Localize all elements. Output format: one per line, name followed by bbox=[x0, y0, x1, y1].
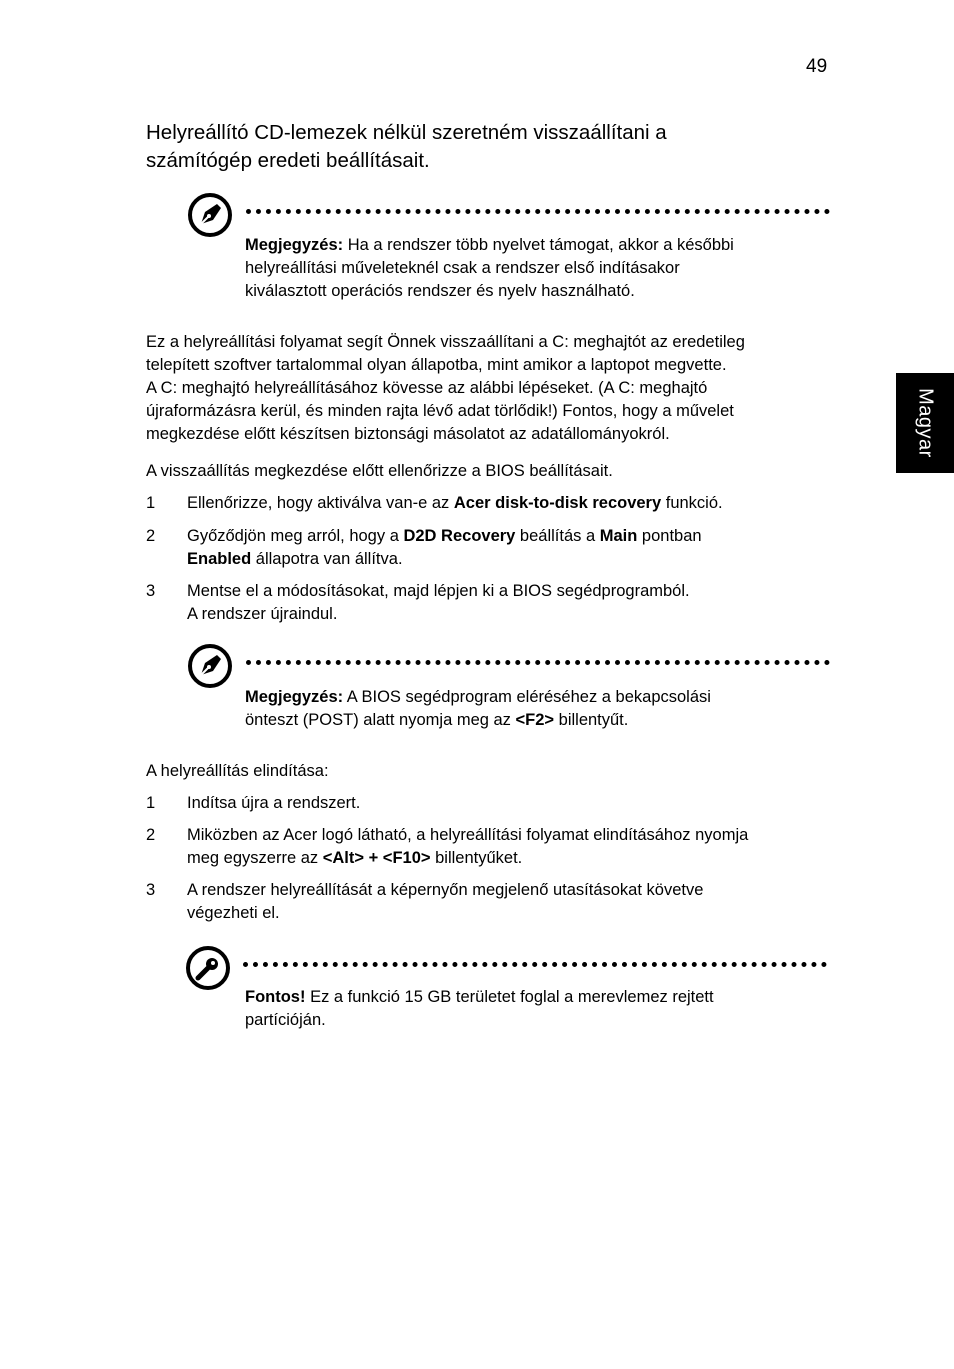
note-1: Megjegyzés: Ha a rendszer több nyelvet támogat, akkor a későbbi helyreállítási műveleteknél csak a rendszer első indításakor kiválasztott operációs rendszer és nyelv használható. bbox=[245, 236, 734, 300]
important-note: Fontos! Ez a funkció 15 GB területet foglal a merevlemez rejtett partícióján. bbox=[245, 988, 714, 1029]
recovery-intro: A helyreállítás elindítása: bbox=[146, 762, 329, 780]
list-item: Miközben az Acer logó látható, a helyreállítási folyamat elindításához nyomja meg egyszerre az <Alt> + <F10> billentyűket. bbox=[187, 826, 749, 867]
list-item: Ellenőrizze, hogy aktiválva van-e az Acer disk-to-disk recovery funkció. bbox=[187, 494, 723, 512]
list-item: Indítsa újra a rendszert. bbox=[187, 794, 361, 812]
note-label: Megjegyzés: bbox=[245, 236, 344, 254]
note-label: Megjegyzés: bbox=[245, 688, 344, 706]
list-item: A rendszer helyreállítását a képernyőn megjelenő utasításokat követve végezheti el. bbox=[187, 881, 704, 922]
important-divider bbox=[243, 962, 827, 967]
list-number: 3 bbox=[146, 881, 156, 899]
section-heading bbox=[146, 119, 786, 175]
important-label: Fontos! bbox=[245, 988, 306, 1006]
language-side-tab bbox=[896, 373, 954, 473]
page-number: 49 bbox=[806, 56, 828, 77]
list-number: 2 bbox=[146, 527, 156, 545]
note-pen-icon bbox=[187, 192, 233, 238]
list-number: 1 bbox=[146, 794, 156, 812]
list-number: 2 bbox=[146, 826, 156, 844]
note-divider bbox=[246, 209, 830, 214]
list-number: 3 bbox=[146, 582, 156, 600]
heading-line-2: számítógép eredeti beállításait. bbox=[146, 149, 430, 172]
note-divider bbox=[246, 660, 830, 665]
intro-paragraph: Ez a helyreállítási folyamat segít Önnek visszaállítani a C: meghajtót az eredetileg telepített szoftver tartalommal olyan állapotba, mint amikor a laptopot megvette. A C: meghajtó helyreállításához kövesse az alábbi lépéseket. (A C: meghajtó újraformázásra kerül, és minden rajta lévő adat törlődik!) Fontos, hogy a művelet megkezdése előtt készítsen biztonsági másolatot az adatállományokról. bbox=[146, 333, 745, 443]
language-tab-label: Magyar bbox=[914, 388, 937, 458]
heading-line-1: Helyreállító CD-lemezek nélkül szeretném visszaállítani a bbox=[146, 121, 667, 144]
note-2: Megjegyzés: A BIOS segédprogram eléréséhez a bekapcsolási önteszt (POST) alatt nyomja meg az <F2> billentyűt. bbox=[245, 688, 711, 729]
list-number: 1 bbox=[146, 494, 156, 512]
important-key-icon bbox=[185, 945, 231, 991]
note-pen-icon bbox=[187, 643, 233, 689]
bios-intro: A visszaállítás megkezdése előtt ellenőrizze a BIOS beállításait. bbox=[146, 462, 613, 480]
list-item: Mentse el a módosításokat, majd lépjen ki a BIOS segédprogramból. A rendszer újraindul. bbox=[187, 582, 690, 623]
list-item: Győződjön meg arról, hogy a D2D Recovery beállítás a Main pontban Enabled állapotra van állítva. bbox=[187, 527, 702, 568]
